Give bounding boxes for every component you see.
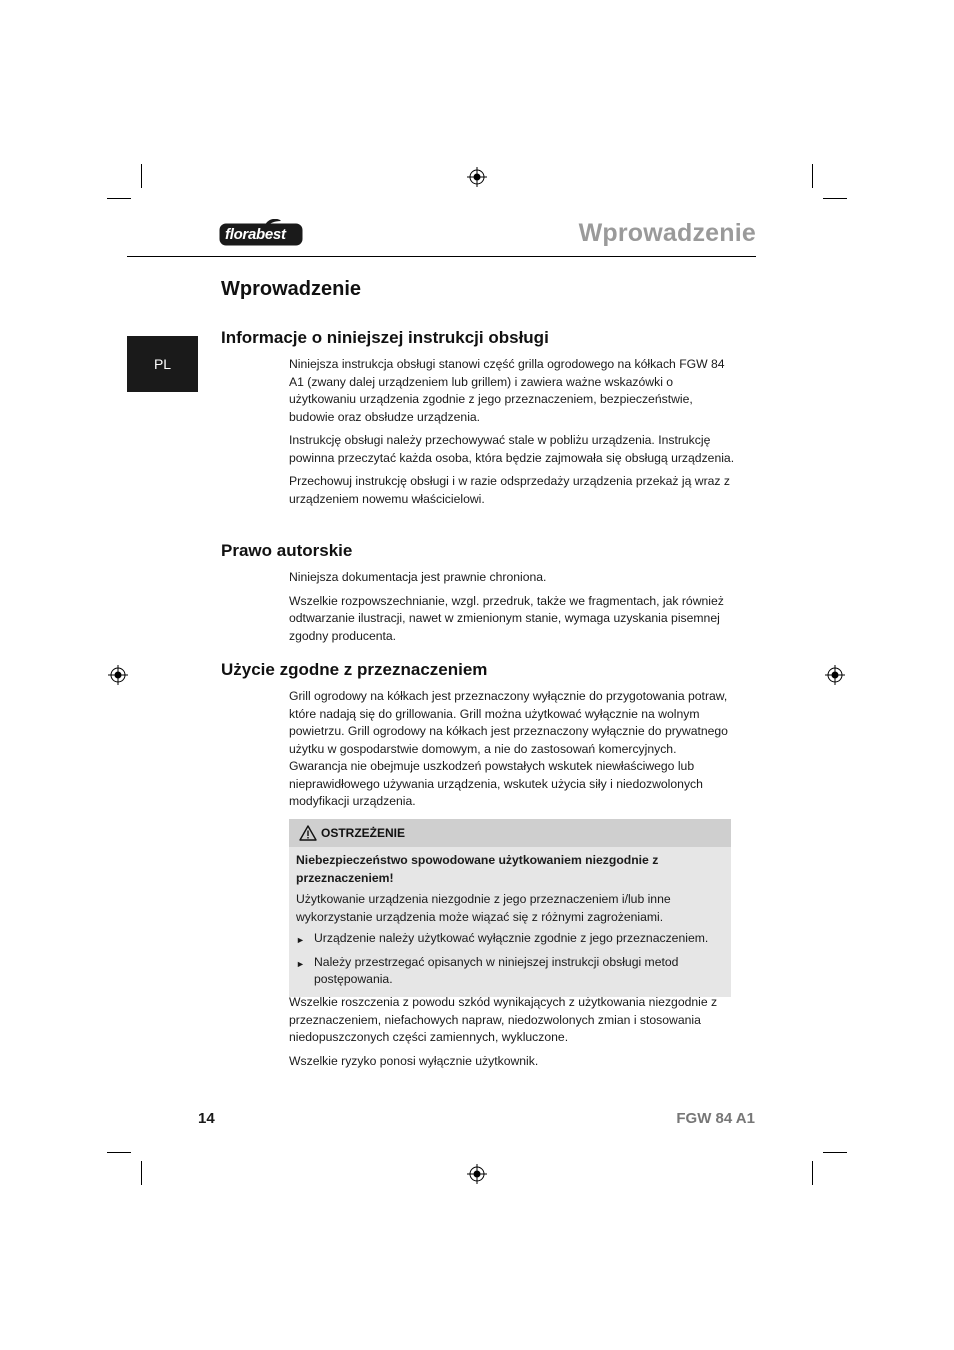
list-item-text: Urządzenie należy użytkować wyłącznie zgodnie z jego przeznaczeniem.	[314, 931, 709, 945]
page-title: Wprowadzenie	[221, 278, 362, 300]
paragraph: Niniejsza instrukcja obsługi stanowi część grilla ogrodowego na kółkach FGW 84 A1 (zwany dalej urządzeniem lub grillem) i zawiera ważne wskazówki o użytkowaniu urządzenia zgodnie z jego przeznaczeniem, bezpieczeństwie, budowie oraz obsłudze urządzenia.	[289, 357, 725, 424]
section-body	[289, 688, 735, 817]
crop-mark	[141, 1161, 142, 1185]
section-heading: Informacje o niniejszej instrukcji obsługi	[221, 328, 549, 347]
header-title: Wprowadzenie	[578, 219, 756, 247]
model-number: FGW 84 A1	[676, 1110, 755, 1127]
paragraph: Niniejsza dokumentacja jest prawnie chroniona.	[289, 570, 547, 584]
paragraph: Wszelkie roszczenia z powodu szkód wynikających z użytkowania niezgodnie z przeznaczeniem, niefachowych napraw, niedozwolonych zmian i stosowania niedopuszczonych części zamiennych, wykluczone.	[289, 995, 718, 1044]
bullet-arrow-icon: ►	[296, 935, 305, 945]
section-heading: Prawo autorskie	[221, 541, 353, 560]
crop-mark	[812, 1161, 813, 1185]
registration-mark-icon	[467, 167, 487, 187]
list-item-text: Należy przestrzegać opisanych w niniejszej instrukcji obsługi metod postępowania.	[314, 954, 679, 986]
paragraph: Wszelkie rozpowszechnianie, wzgl. przedruk, także we fragmentach, jak również odtwarzanie ilustracji, nawet w zmienionym stanie, wymaga uzyskania pisemnej zgodny producenta.	[289, 593, 724, 643]
crop-mark	[823, 1152, 847, 1153]
warning-text: Użytkowanie urządzenia niezgodnie z jego przeznaczeniem i/lub inne wykorzystanie urządzenia może wiązać się z różnymi zagrożeniami.	[296, 892, 671, 924]
paragraph: Wszelkie ryzyko ponosi wyłącznie użytkownik.	[289, 1053, 539, 1068]
bullet-arrow-icon: ►	[296, 958, 305, 969]
warning-label: OSTRZEŻENIE	[321, 826, 406, 840]
warning-box	[289, 819, 731, 997]
crop-mark	[141, 164, 142, 188]
section-body	[289, 569, 735, 651]
registration-mark-icon	[108, 665, 128, 685]
crop-mark	[812, 164, 813, 188]
section-body	[289, 994, 735, 1076]
section-body	[289, 356, 735, 514]
list-item	[296, 954, 723, 989]
section-heading: Użycie zgodne z przeznaczeniem	[221, 660, 488, 679]
header-divider	[127, 256, 756, 257]
brand-logo	[219, 219, 303, 247]
warning-header	[289, 819, 731, 847]
warning-title: Niebezpieczeństwo spowodowane użytkowaniem niezgodnie z przeznaczeniem!	[296, 853, 659, 885]
warning-content	[289, 847, 731, 997]
page-number: 14	[198, 1110, 215, 1127]
registration-mark-icon	[467, 1164, 487, 1184]
crop-mark	[107, 1152, 131, 1153]
crop-mark	[823, 198, 847, 199]
warning-triangle-icon	[299, 825, 317, 841]
paragraph: Instrukcję obsługi należy przechowywać stale w pobliżu urządzenia. Instrukcję powinna przeczytać każda osoba, która będzie zajmowała się obsługą urządzenia.	[289, 433, 735, 465]
crop-mark	[107, 198, 131, 199]
registration-mark-icon	[825, 665, 845, 685]
list-item	[296, 930, 723, 950]
paragraph: Grill ogrodowy na kółkach jest przeznaczony wyłącznie do przygotowania potraw, które nadają się do grillowania. Grill można użytkować wyłącznie na wolnym powietrzu. Grill ogrodowy na kółkach jest przeznaczony wyłącznie do prywatnego użytku w gospodarstwie domowym, a nie do zastosowań komercyjnych. Gwarancja nie obejmuje uszkodzeń powstałych wskutek niewłaściwego lub nieprawidłowego używania urządzenia, wskutek użycia siły i niedozwolonych modyfikacji urządzenia.	[289, 689, 728, 808]
paragraph: Przechowuj instrukcję obsługi i w razie odsprzedaży urządzenia przekaż ją wraz z urządzeniem nowemu właścicielowi.	[289, 474, 730, 506]
brand-name: florabest	[225, 226, 286, 243]
language-tab: PL	[127, 336, 198, 392]
